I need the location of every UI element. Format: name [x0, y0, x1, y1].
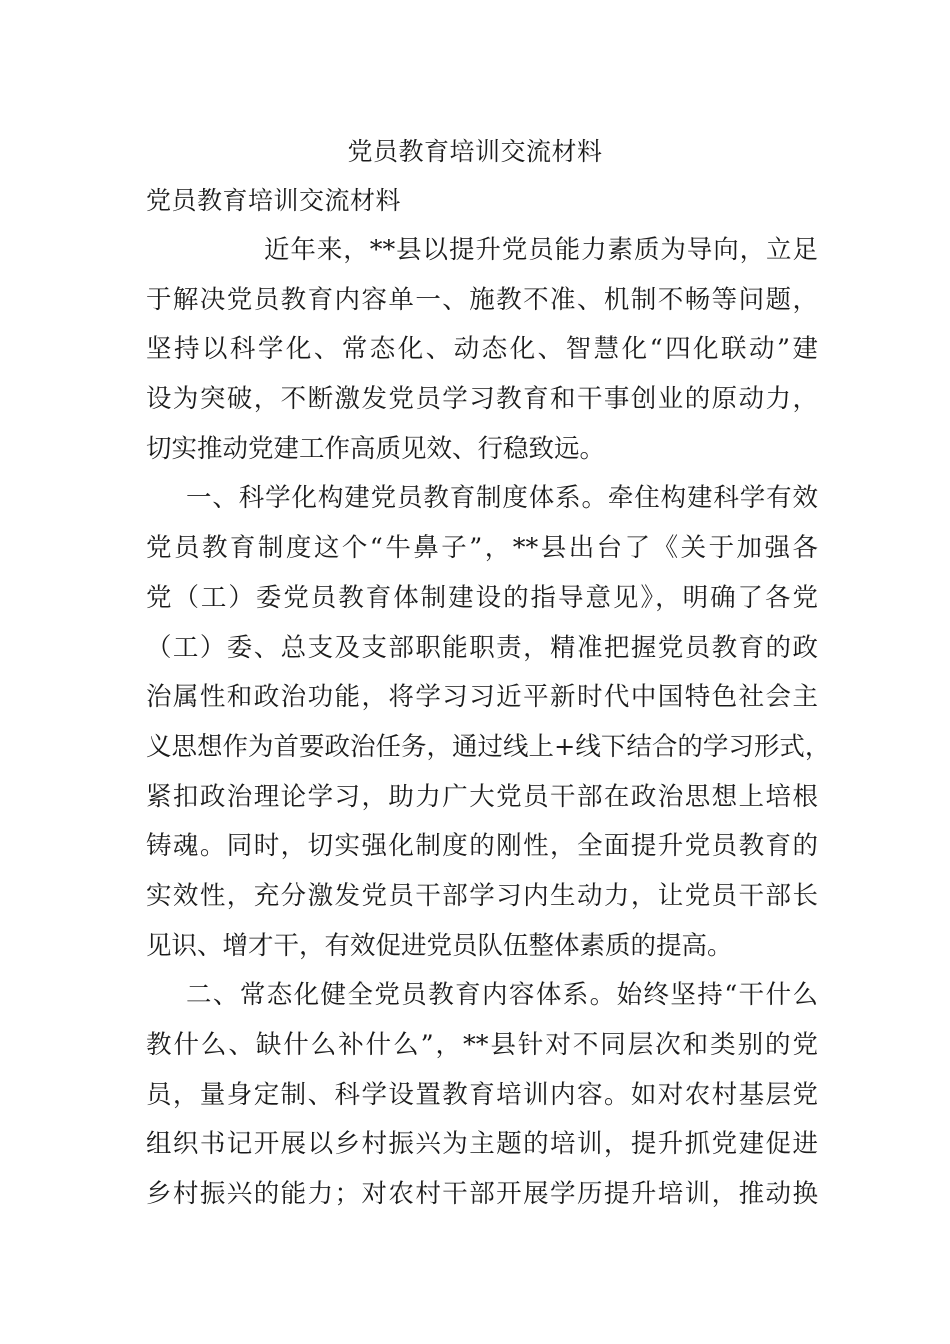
body-line: 于解决党员教育内容单一、施教不准、机制不畅等问题， [146, 284, 818, 315]
body-line: 见识、增才干，有效促进党员队伍整体素质的提高。 [146, 930, 733, 961]
body-line: 实效性，充分激发党员干部学习内生动力，让党员干部长 [146, 880, 818, 911]
body-line: 义思想作为首要政治任务，通过线上+线下结合的学习形式， [146, 731, 831, 762]
body-line: 近年来，**县以提升党员能力素质为导向，立足 [264, 235, 818, 265]
body-line: 党员教育制度这个“牛鼻子”，**县出台了《关于加强各 [146, 533, 818, 564]
body-line: 治属性和政治功能，将学习习近平新时代中国特色社会主 [146, 682, 818, 713]
body-line: 党（工）委党员教育体制建设的指导意见》，明确了各党 [146, 582, 818, 613]
document-title: 党员教育培训交流材料 [347, 137, 603, 166]
body-line: 一、科学化构建党员教育制度体系。牵住构建科学有效 [186, 483, 818, 514]
body-line: 设为突破，不断激发党员学习教育和干事创业的原动力， [146, 384, 818, 415]
body-line: 乡村振兴的能力；对农村干部开展学历提升培训，推动换 [146, 1179, 818, 1210]
document-subtitle: 党员教育培训交流材料 [146, 186, 402, 215]
body-line: 切实推动党建工作高质见效、行稳致远。 [146, 433, 606, 464]
body-line: 二、常态化健全党员教育内容体系。始终坚持“干什么 [186, 980, 818, 1011]
body-line: 员，量身定制、科学设置教育培训内容。如对农村基层党 [146, 1079, 818, 1110]
body-line: 坚持以科学化、常态化、动态化、智慧化“四化联动”建 [146, 334, 818, 365]
body-line: （工）委、总支及支部职能职责，精准把握党员教育的政 [146, 632, 818, 663]
body-line: 铸魂。同时，切实强化制度的刚性，全面提升党员教育的 [146, 831, 818, 862]
body-line: 教什么、缺什么补什么”，**县针对不同层次和类别的党 [146, 1030, 818, 1060]
body-line: 紧扣政治理论学习，助力广大党员干部在政治思想上培根 [146, 781, 818, 812]
body-line: 组织书记开展以乡村振兴为主题的培训，提升抓党建促进 [146, 1129, 818, 1160]
document-body [146, 232, 831, 1226]
